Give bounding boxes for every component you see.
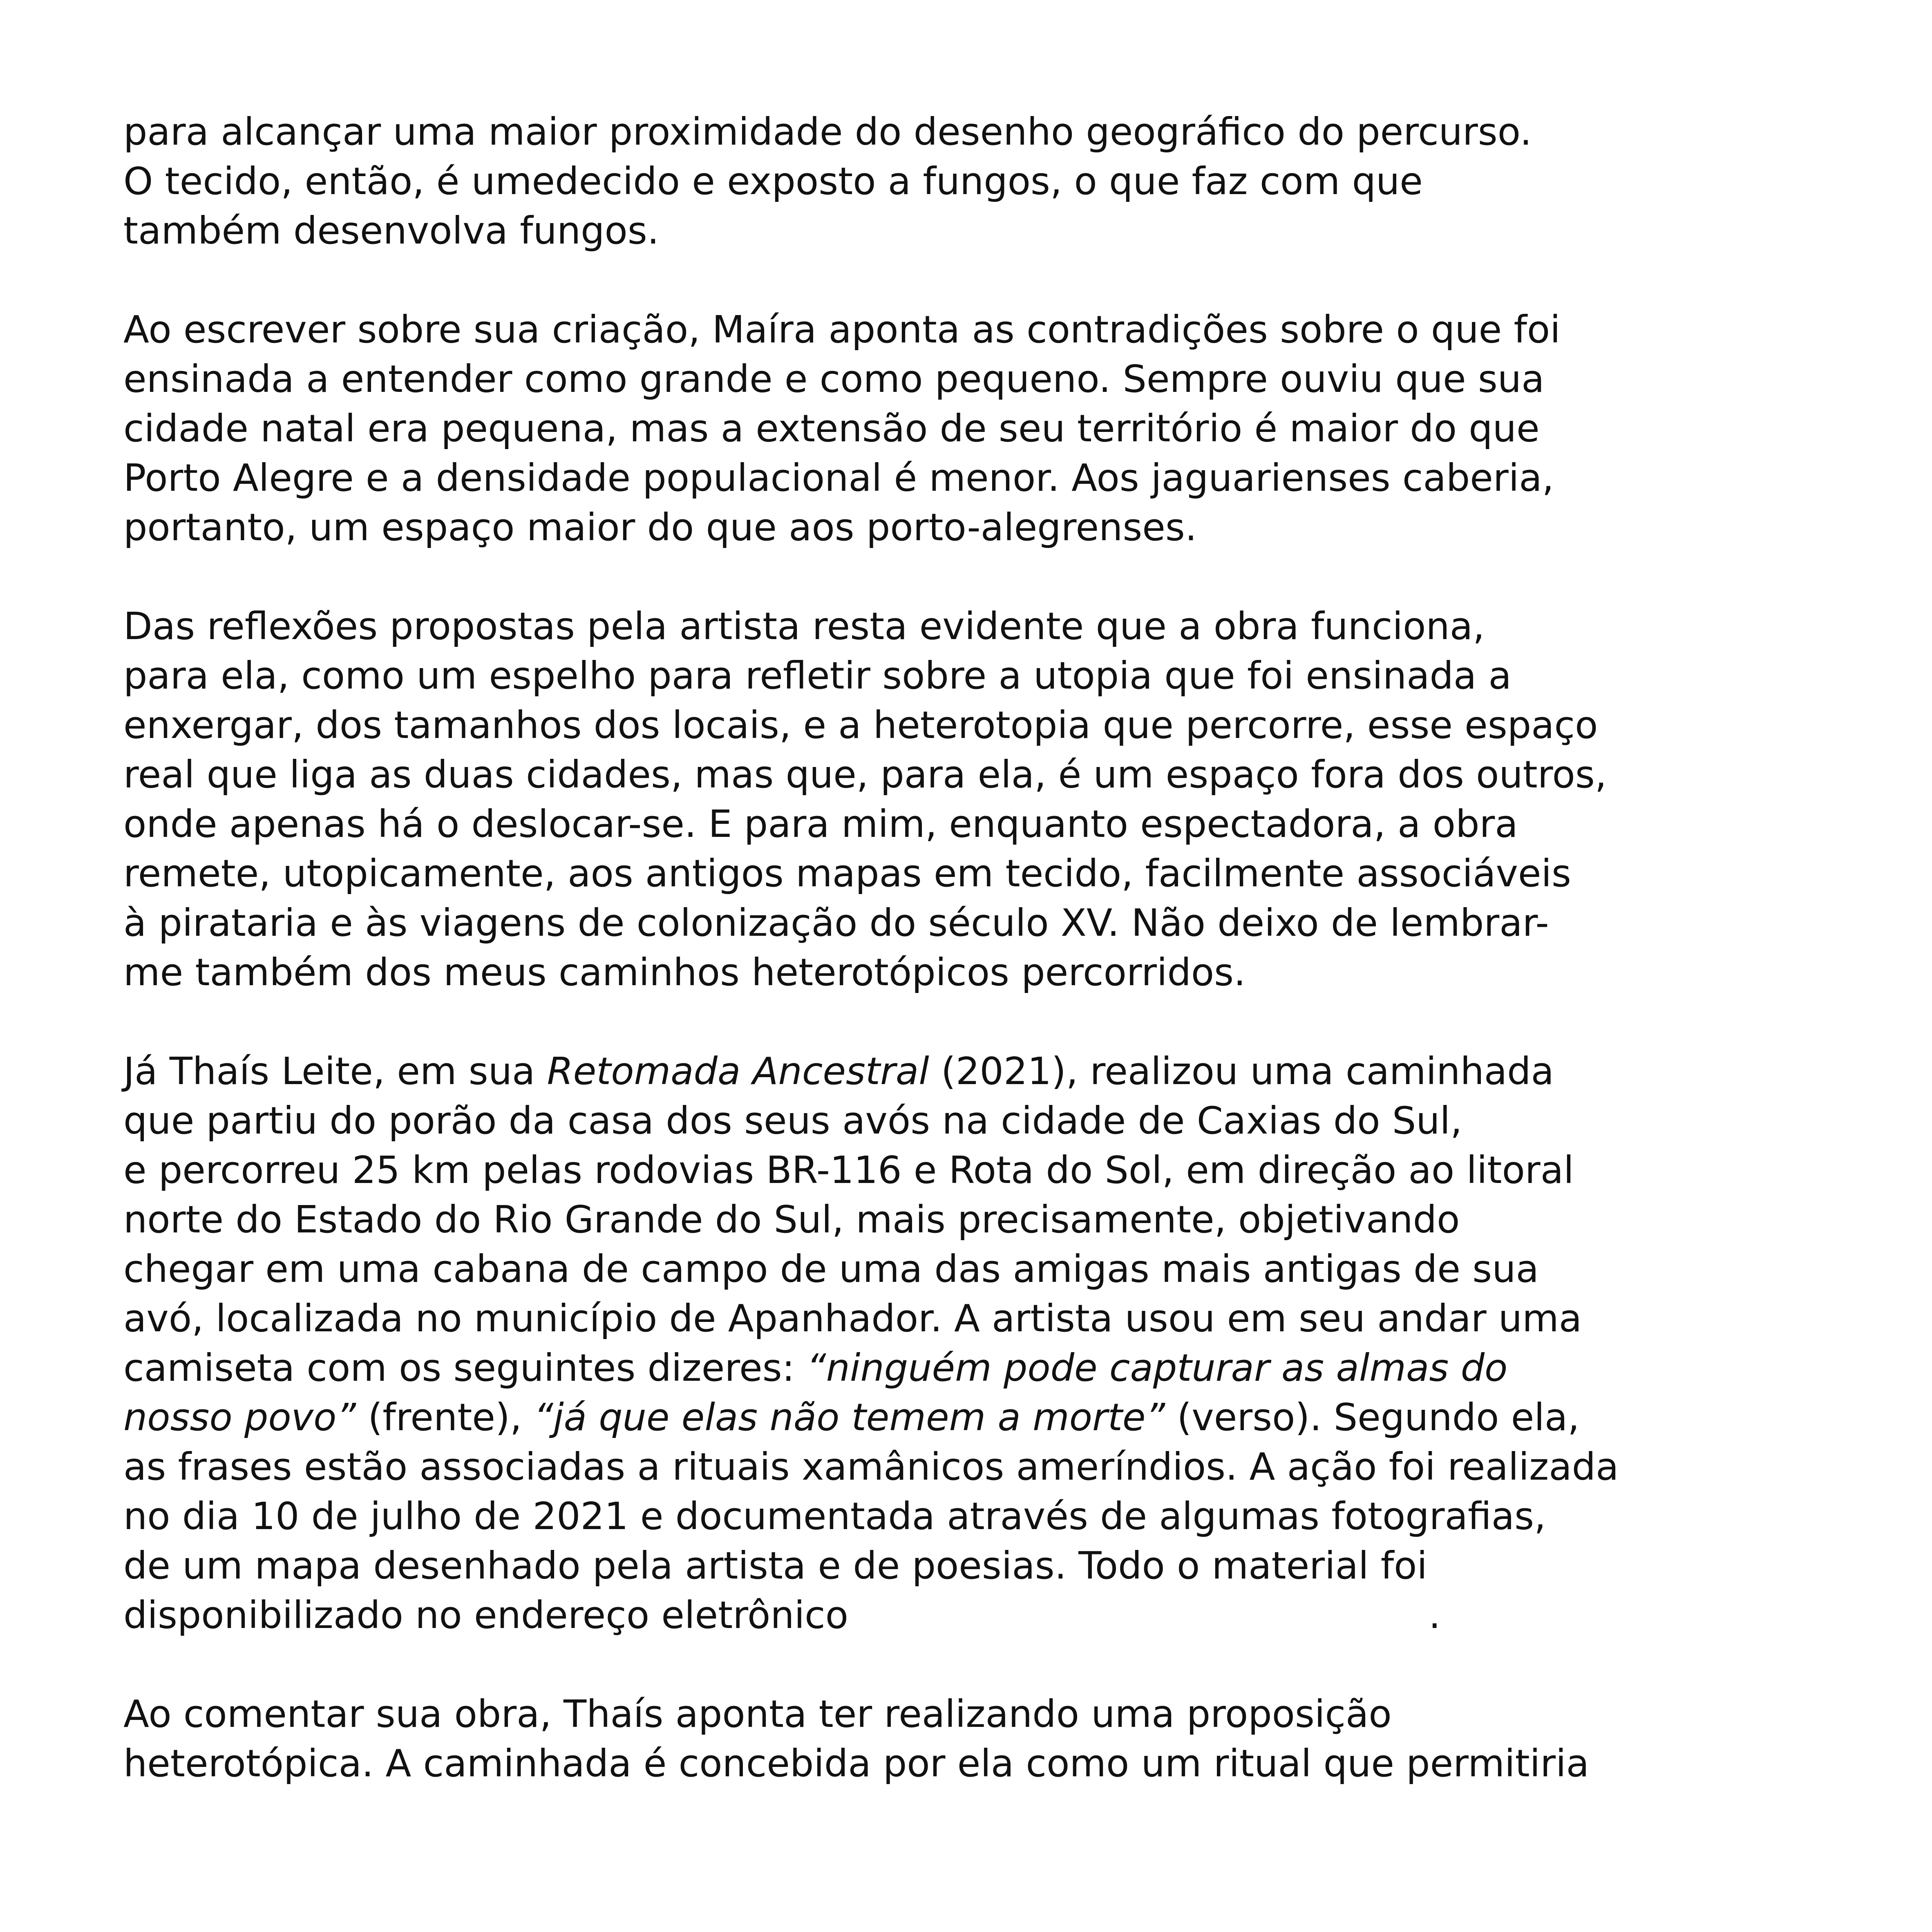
- quote-back: “já que elas não temem a morte”: [534, 1395, 1165, 1439]
- text-line: no dia 10 de julho de 2021 e documentada através de algumas fotografias,: [123, 1494, 1546, 1538]
- text-line: avó, localizada no município de Apanhador. A artista usou em seu andar uma: [123, 1297, 1582, 1340]
- text-line: cidade natal era pequena, mas a extensão de seu território é maior do que: [123, 407, 1540, 450]
- paragraph-gap: [123, 1640, 1456, 1689]
- quote-front: “ninguém pode capturar as almas do: [806, 1346, 1508, 1390]
- paragraph: [123, 107, 1532, 255]
- text-line: também desenvolva fungos.: [123, 209, 659, 253]
- text-line: Porto Alegre e a densidade populacional é menor. Aos jaguarienses caberia,: [123, 456, 1554, 500]
- text-line: O tecido, então, é umedecido e exposto a fungos, o que faz com que: [123, 159, 1423, 203]
- text-run: .: [1429, 1593, 1441, 1637]
- quote-front-end: nosso povo”: [123, 1395, 356, 1439]
- work-title: Retomada Ancestral: [547, 1049, 929, 1093]
- text-line: para ela, como um espelho para refletir sobre a utopia que foi ensinada a: [123, 654, 1512, 698]
- paragraph-gap: [123, 552, 1456, 602]
- text-run: (frente),: [356, 1395, 534, 1439]
- document-page: [123, 107, 1619, 1788]
- text-line: onde apenas há o deslocar-se. E para mim, enquanto espectadora, a obra: [123, 802, 1518, 846]
- text-run: Já Thaís Leite, em sua: [123, 1049, 547, 1093]
- paragraph-gap: [123, 255, 1456, 305]
- text-line: [123, 1393, 1580, 1442]
- text-line: para alcançar uma maior proximidade do desenho geográfico do percurso.: [123, 110, 1532, 154]
- text-run: camiseta com os seguintes dizeres:: [123, 1346, 807, 1390]
- paragraph: [123, 305, 1561, 552]
- text-line: de um mapa desenhado pela artista e de poesias. Todo o material foi: [123, 1544, 1427, 1588]
- text-run: disponibilizado no endereço eletrônico: [123, 1593, 849, 1637]
- text-line: real que liga as duas cidades, mas que, para ela, é um espaço fora dos outros,: [123, 753, 1607, 796]
- text-line: [123, 1590, 1456, 1640]
- text-line: as frases estão associadas a rituais xamânicos ameríndios. A ação foi realizada: [123, 1445, 1619, 1489]
- paragraph: [123, 602, 1607, 997]
- text-line: Ao escrever sobre sua criação, Maíra aponta as contradições sobre o que foi: [123, 308, 1561, 351]
- text-line: e percorreu 25 km pelas rodovias BR-116 e Rota do Sol, em direção ao litoral: [123, 1148, 1574, 1192]
- text-line: ensinada a entender como grande e como pequeno. Sempre ouviu que sua: [123, 357, 1545, 401]
- text-line: enxergar, dos tamanhos dos locais, e a heterotopia que percorre, esse espaço: [123, 703, 1598, 747]
- text-line: à pirataria e às viagens de colonização do século XV. Não deixo de lembrar-: [123, 901, 1549, 945]
- text-line: chegar em uma cabana de campo de uma das amigas mais antigas de sua: [123, 1247, 1539, 1291]
- text-line: heterotópica. A caminhada é concebida por ela como um ritual que permitiria: [123, 1742, 1589, 1785]
- text-line: norte do Estado do Rio Grande do Sul, mais precisamente, objetivando: [123, 1198, 1460, 1241]
- text-line: [123, 1046, 1554, 1096]
- paragraph-gap: [123, 997, 1456, 1046]
- paragraph: [123, 1689, 1589, 1788]
- text-run: (verso). Segundo ela,: [1165, 1395, 1580, 1439]
- text-line: Ao comentar sua obra, Thaís aponta ter realizando uma proposição: [123, 1692, 1392, 1736]
- text-line: Das reflexões propostas pela artista resta evidente que a obra funciona,: [123, 604, 1485, 648]
- paragraph: [123, 1046, 1619, 1640]
- text-line: me também dos meus caminhos heterotópicos percorridos.: [123, 950, 1246, 994]
- text-run: (2021), realizou uma caminhada: [929, 1049, 1554, 1093]
- text-line: remete, utopicamente, aos antigos mapas em tecido, facilmente associáveis: [123, 852, 1571, 895]
- text-line: [123, 1343, 1508, 1393]
- text-line: que partiu do porão da casa dos seus avós na cidade de Caxias do Sul,: [123, 1099, 1462, 1143]
- text-line: portanto, um espaço maior do que aos porto-alegrenses.: [123, 505, 1197, 549]
